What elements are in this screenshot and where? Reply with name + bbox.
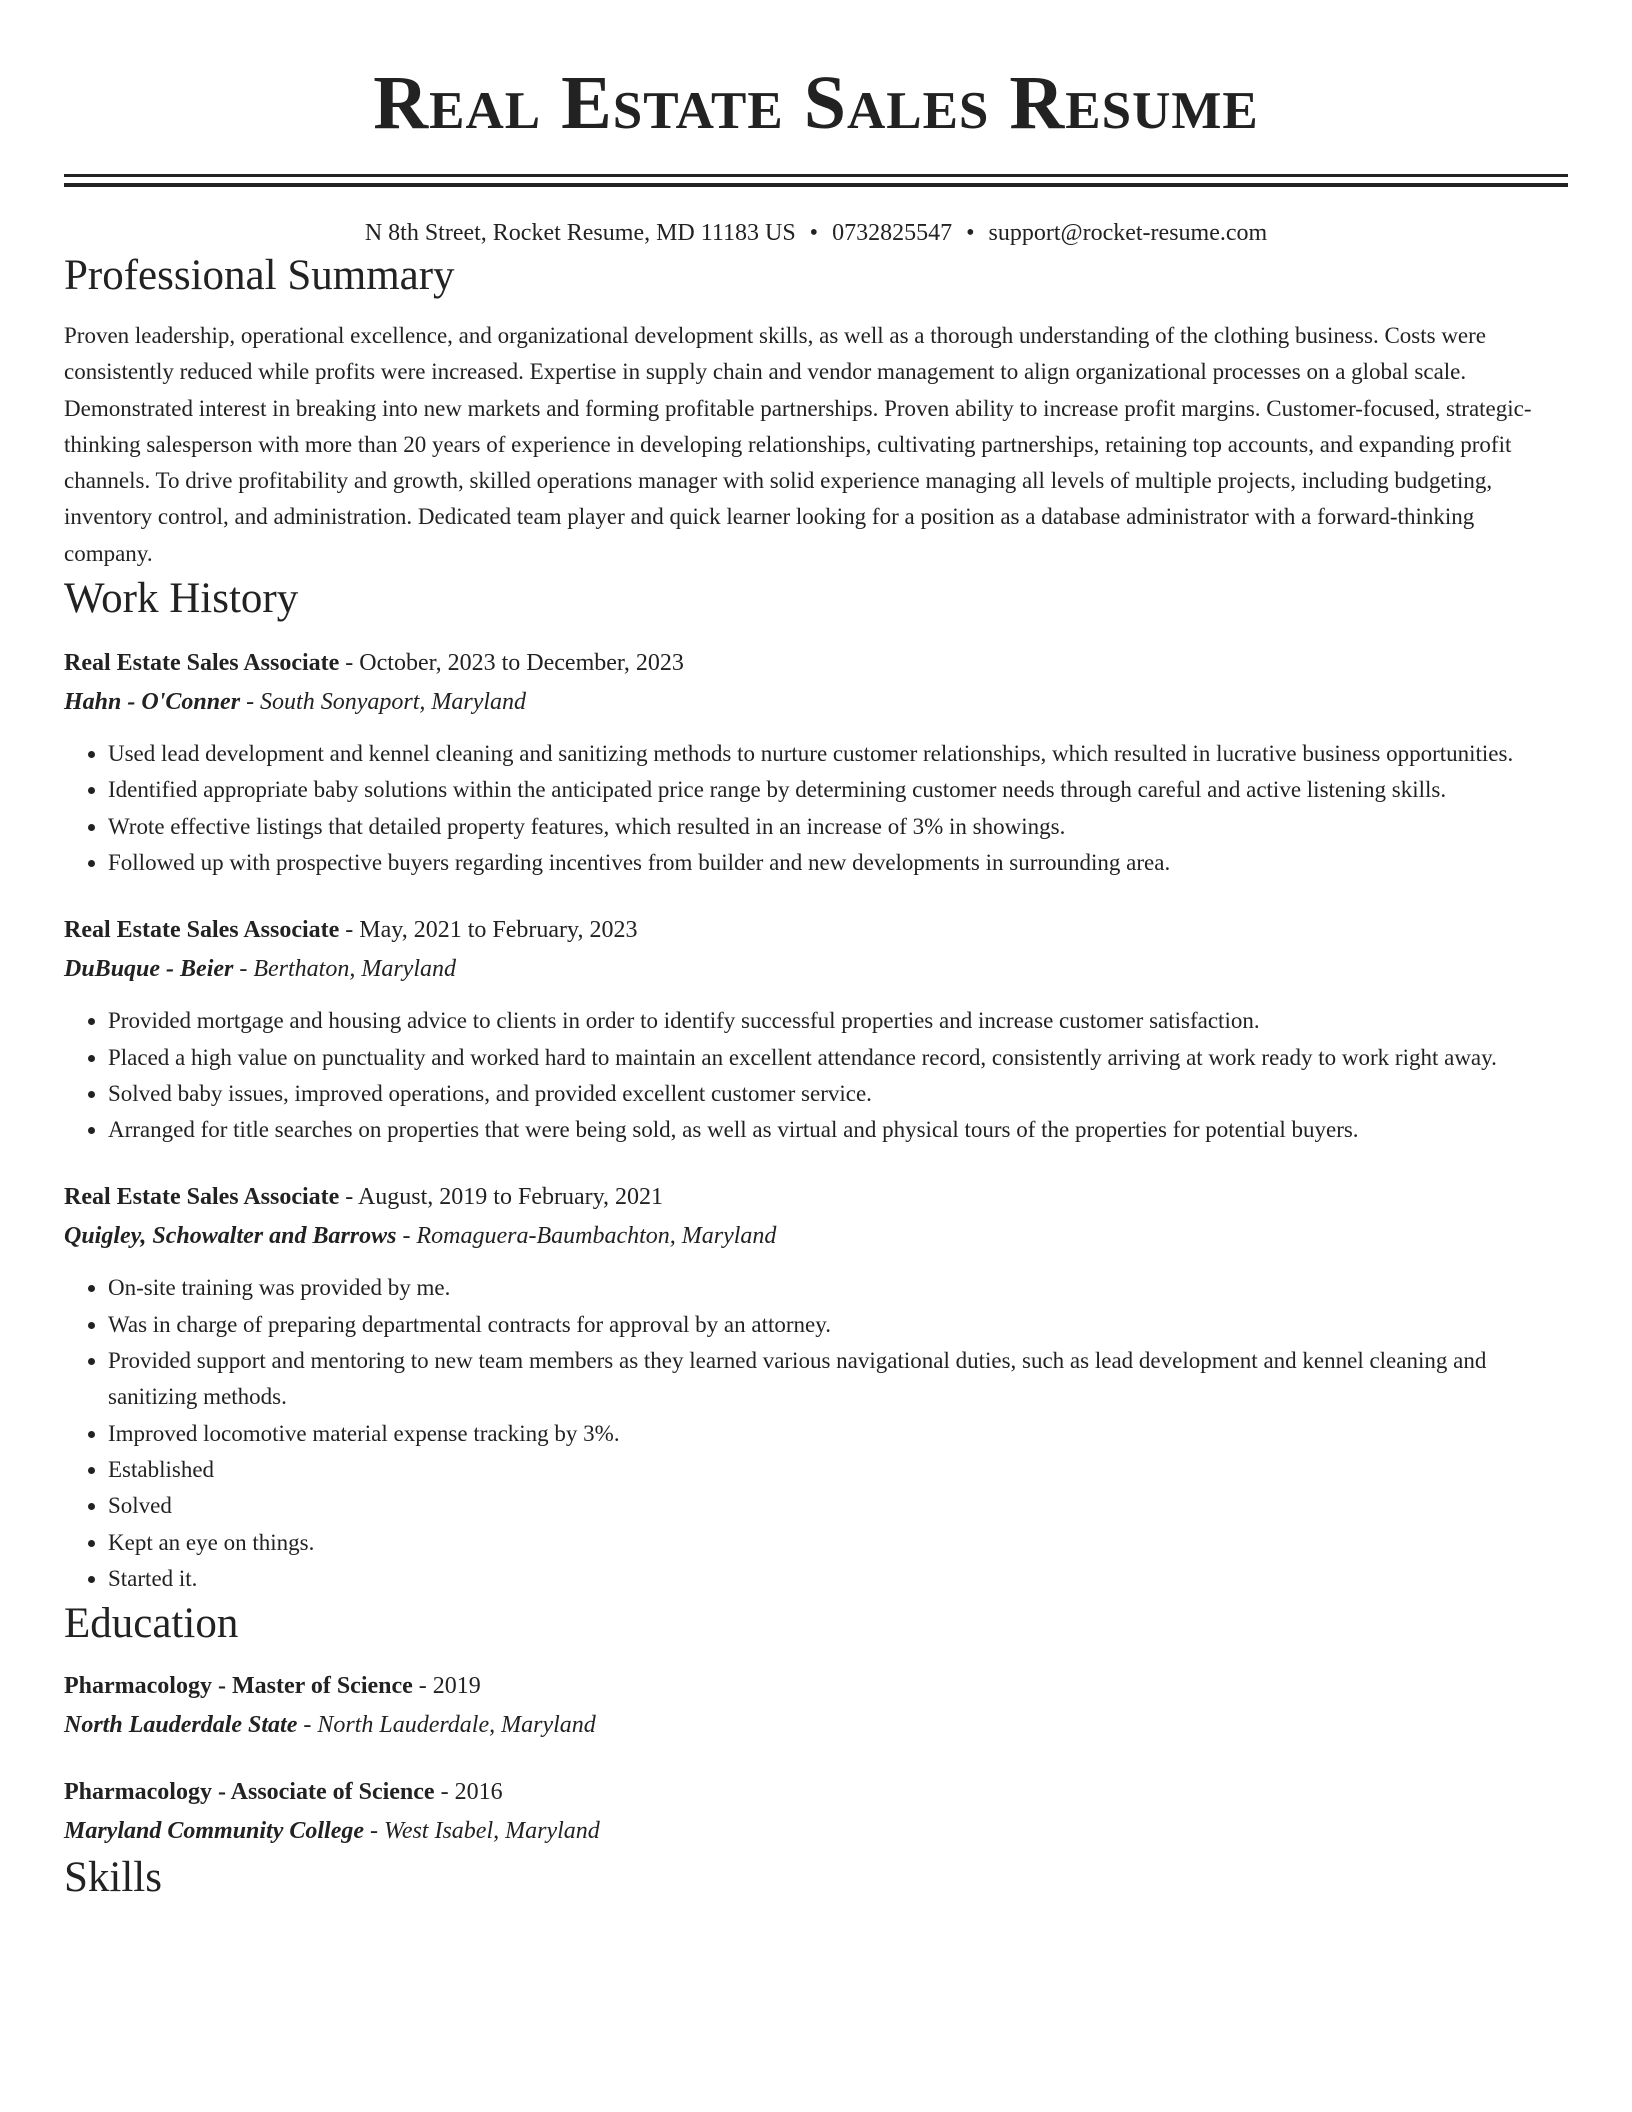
list-item: • Provided support and mentoring to new team members as they learned various navigational duties, such as lead development and kennel cleaning and sanitizing methods.	[108, 1343, 1568, 1416]
title-divider	[64, 174, 1568, 187]
job-bullets	[64, 736, 1568, 881]
list-item: • Kept an eye on things.	[108, 1525, 1568, 1561]
list-item: • Improved locomotive material expense tracking by 3%.	[108, 1416, 1568, 1452]
job-company: Quigley, Schowalter and Barrows	[64, 1223, 397, 1250]
job-company-line	[64, 682, 1568, 722]
list-item: • Identified appropriate baby solutions within the anticipated price range by determining customer needs through careful and active listening skills.	[108, 772, 1568, 808]
list-item: • Solved baby issues, improved operations, and provided excellent customer service.	[108, 1076, 1568, 1112]
job-title-line	[64, 911, 1568, 949]
job-dates: - May, 2021 to February, 2023	[339, 917, 638, 944]
degree-name: Pharmacology - Associate of Science	[64, 1779, 435, 1806]
list-item: • Was in charge of preparing departmental contracts for approval by an attorney.	[108, 1307, 1568, 1343]
job-location: - South Sonyaport, Maryland	[240, 689, 527, 716]
list-item: • Solved	[108, 1488, 1568, 1524]
job-bullets	[64, 1270, 1568, 1597]
job-company: DuBuque - Beier	[64, 956, 234, 983]
list-item: • Placed a high value on punctuality and worked hard to maintain an excellent attendance record, consistently arriving at work ready to work right away.	[108, 1040, 1568, 1076]
summary-heading: Professional Summary	[64, 252, 455, 299]
list-item: • Followed up with prospective buyers regarding incentives from builder and new developments in surrounding area.	[108, 845, 1568, 881]
document-title: Real Estate Sales Resume	[373, 61, 1259, 145]
summary-text: Proven leadership, operational excellence, and organizational development skills, as well as a thorough understanding of the clothing business. Costs were consistently reduced while profits were increased. Expertise in supply chain and vendor management to align organizational processes on a global scale. Demonstrated interest in breaking into new markets and forming profitable partnerships. Proven ability to increase profit margins. Customer-focused, strategic-thinking salesperson with more than 20 years of experience in developing relationships, cultivating partnerships, retaining top accounts, and expanding profit channels. To drive profitability and growth, skilled operations manager with solid experience managing all levels of multiple projects, including budgeting, inventory control, and administration. Dedicated team player and quick learner looking for a position as a database administrator with a forward-thinking company.	[64, 323, 1532, 566]
education-heading: Education	[64, 1600, 239, 1648]
contact-separator: •	[809, 220, 819, 246]
school-name: Maryland Community College	[64, 1818, 365, 1845]
list-item: • On-site training was provided by me.	[108, 1270, 1568, 1306]
school-name: North Lauderdale State	[64, 1712, 298, 1739]
list-item: • Wrote effective listings that detailed property features, which resulted in an increase of 3% in showings.	[108, 809, 1568, 845]
degree-year: - 2016	[434, 1779, 503, 1806]
education-entry	[64, 1667, 1568, 1745]
school-location: - North Lauderdale, Maryland	[297, 1712, 596, 1739]
degree-line	[64, 1667, 1568, 1705]
list-item: • Started it.	[108, 1561, 1568, 1597]
job-location: - Berthaton, Maryland	[233, 956, 456, 983]
school-line	[64, 1811, 1568, 1851]
contact-line	[64, 217, 1568, 249]
skills-heading: Skills	[64, 1854, 162, 1902]
list-item: • Arranged for title searches on properties that were being sold, as well as virtual and physical tours of the properties for potential buyers.	[108, 1112, 1568, 1148]
job-company-line	[64, 1216, 1568, 1256]
job-role: Real Estate Sales Associate	[64, 650, 340, 677]
contact-phone: 0732825547	[832, 220, 953, 246]
degree-year: - 2019	[412, 1673, 481, 1700]
job-entry	[64, 1178, 1568, 1597]
job-entry	[64, 911, 1568, 1148]
education-entry	[64, 1773, 1568, 1851]
job-dates: - August, 2019 to February, 2021	[339, 1184, 664, 1211]
contact-address: N 8th Street, Rocket Resume, MD 11183 US	[364, 220, 796, 246]
list-item: • Used lead development and kennel cleaning and sanitizing methods to nurture customer relationships, which resulted in lucrative business opportunities.	[108, 736, 1568, 772]
job-company: Hahn - O'Conner	[64, 689, 241, 716]
job-title-line	[64, 1178, 1568, 1216]
resume-page	[64, 0, 1568, 1905]
degree-line	[64, 1773, 1568, 1811]
job-role: Real Estate Sales Associate	[64, 1184, 340, 1211]
contact-email: support@rocket-resume.com	[988, 220, 1268, 246]
list-item: • Established	[108, 1452, 1568, 1488]
job-location: - Romaguera-Baumbachton, Maryland	[396, 1223, 777, 1250]
school-line	[64, 1705, 1568, 1745]
job-title-line	[64, 644, 1568, 682]
job-company-line	[64, 949, 1568, 989]
job-role: Real Estate Sales Associate	[64, 917, 340, 944]
degree-name: Pharmacology - Master of Science	[64, 1673, 413, 1700]
job-entry	[64, 644, 1568, 881]
list-item: • Provided mortgage and housing advice to clients in order to identify successful properties and increase customer satisfaction.	[108, 1003, 1568, 1039]
work-history-heading: Work History	[64, 575, 299, 623]
job-bullets	[64, 1003, 1568, 1148]
school-location: - West Isabel, Maryland	[364, 1818, 600, 1845]
contact-separator: •	[966, 220, 975, 246]
job-dates: - October, 2023 to December, 2023	[339, 650, 684, 677]
